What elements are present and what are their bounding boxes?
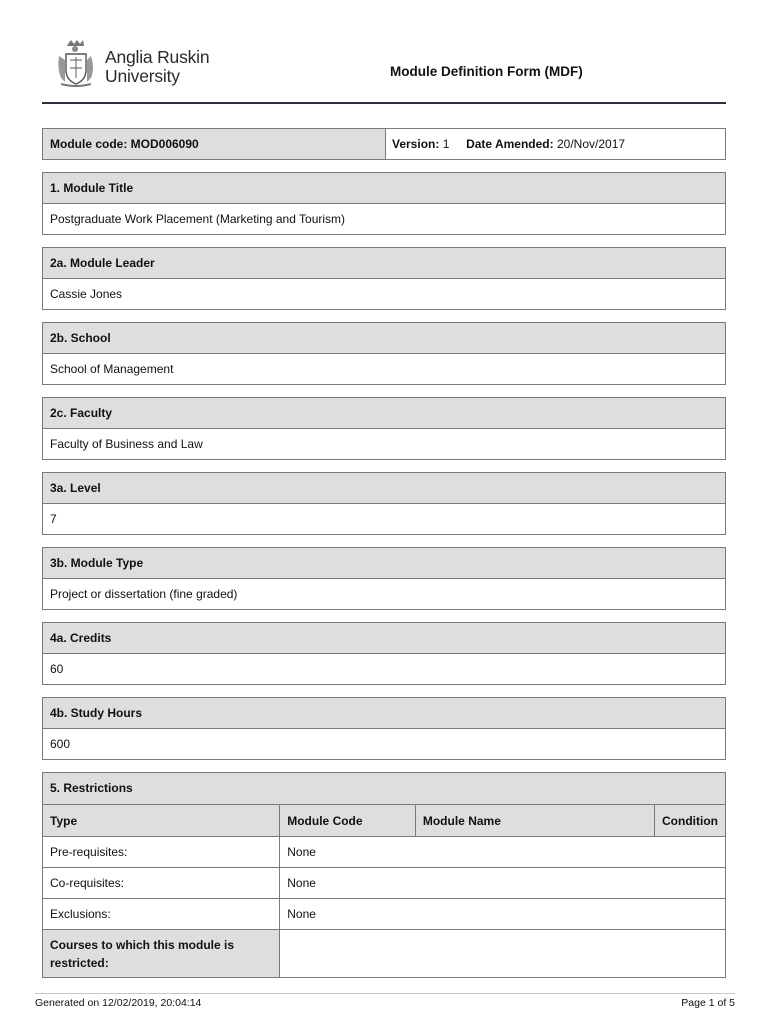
module-code-label: Module code: MOD006090 [43,129,386,159]
university-logo [55,38,225,90]
column-header: Module Name [415,805,654,837]
restricted-courses-value [280,930,726,978]
section-module-title [42,172,726,235]
logo-sub: University [105,66,180,86]
section-study-hours [42,697,726,760]
section-heading: 3a. Level [43,473,725,504]
module-code-row [42,128,726,160]
restrictions-table [42,804,726,978]
section-faculty [42,397,726,460]
crest-icon [55,38,97,88]
date-amended-value: 20/Nov/2017 [556,137,626,151]
section-heading: 4a. Credits [43,623,725,654]
section-value: Cassie Jones [50,287,123,301]
section-restrictions [42,772,726,978]
logo-name: Anglia Ruskin [105,47,210,67]
generated-timestamp: Generated on 12/02/2019, 20:04:14 [35,997,202,1009]
restriction-type: Co-requisites: [43,868,280,899]
section-heading: 2c. Faculty [43,398,725,429]
restriction-code: None [280,868,726,899]
section-module-leader [42,247,726,310]
date-amended-label: Date Amended: [466,137,554,151]
column-header: Type [43,805,280,837]
table-row [43,868,726,899]
column-header: Condition [655,805,726,837]
section-value: Faculty of Business and Law [50,437,203,451]
footer-divider [35,993,735,994]
page-number: Page 1 of 5 [681,997,735,1009]
restriction-code: None [280,899,726,930]
section-value: School of Management [50,362,174,376]
table-header-row [43,805,726,837]
section-heading: 2b. School [43,323,725,354]
column-header: Module Code [280,805,416,837]
header-divider [42,102,726,104]
section-heading: 5. Restrictions [43,773,725,804]
section-value: 60 [50,662,64,676]
logo-wordmark [105,48,209,86]
restriction-code: None [280,837,726,868]
section-heading: 4b. Study Hours [43,698,725,729]
section-credits [42,622,726,685]
section-school [42,322,726,385]
table-row [43,899,726,930]
section-module-type [42,547,726,610]
section-value: Postgraduate Work Placement (Marketing and Tourism) [50,212,346,226]
version-label: Version: [392,137,440,151]
section-heading: 3b. Module Type [43,548,725,579]
section-heading: 2a. Module Leader [43,248,725,279]
section-value: 600 [50,737,71,751]
restricted-courses-label: Courses to which this module is restricted: [43,930,280,978]
version-info [392,129,625,159]
version-value: 1 [442,137,450,151]
section-value: Project or dissertation (fine graded) [50,587,238,601]
table-row [43,837,726,868]
table-row [43,930,726,978]
section-heading: 1. Module Title [43,173,725,204]
form-title: Module Definition Form (MDF) [390,64,583,79]
section-level [42,472,726,535]
restriction-type: Pre-requisites: [43,837,280,868]
restriction-type: Exclusions: [43,899,280,930]
section-value: 7 [50,512,57,526]
